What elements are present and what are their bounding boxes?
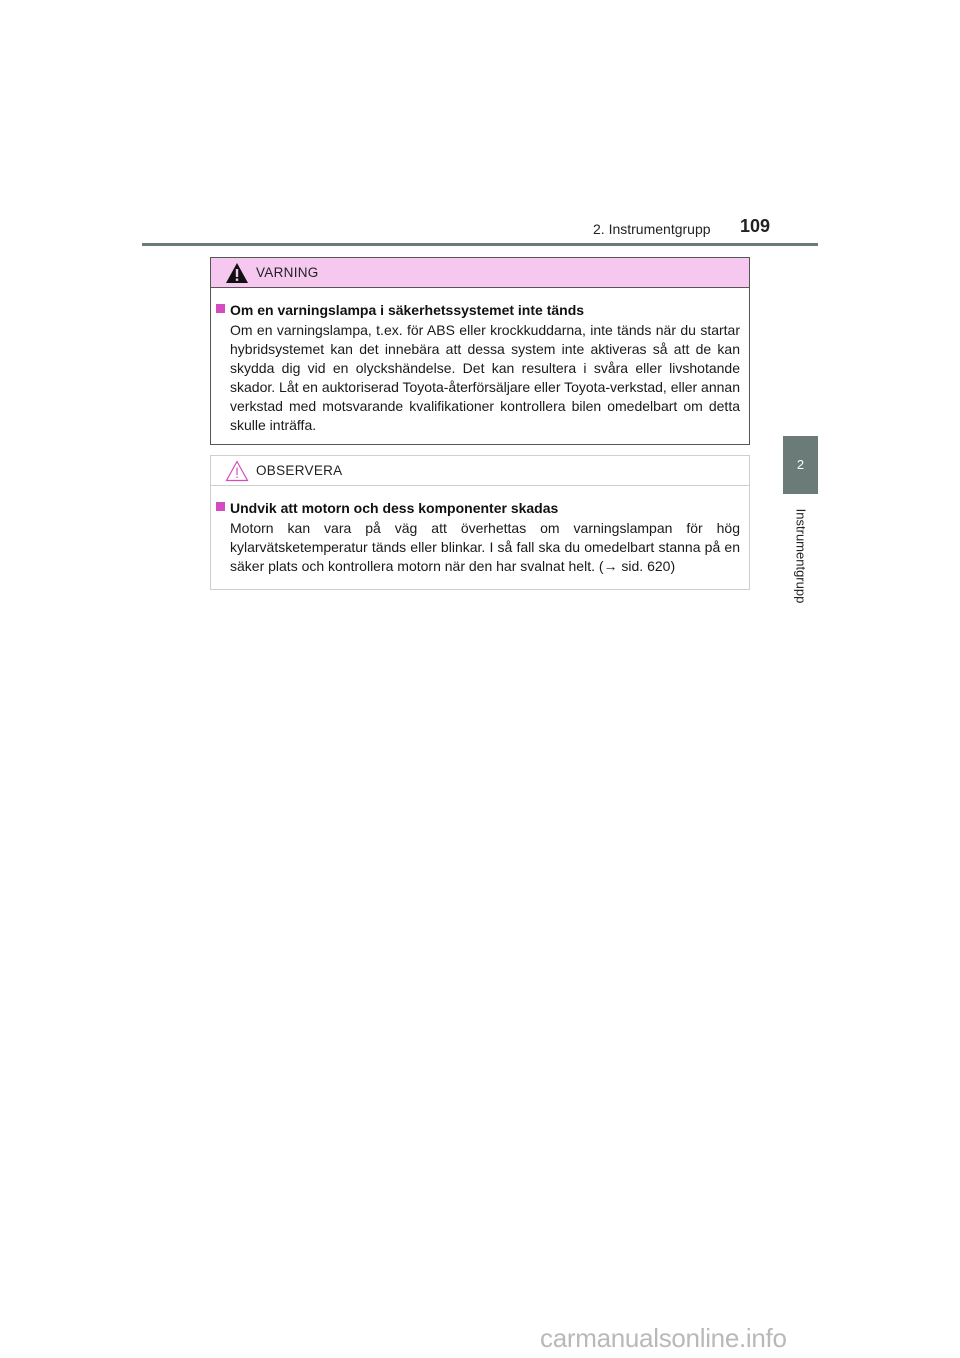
warning-item-body: Om en varningslampa, t.ex. för ABS eller krockkuddarna, inte tänds när du startar hybridsystemet kan det innebära att dessa system inte aktiveras så att de kan skydda dig vid en olyckshändelse. Det kan resultera i svåra eller livshotande skador. Låt en auktoriserad Toyota-återförsäljare eller Toyota-verkstad, eller annan verkstad med motsvarande kvalifikationer kontrollera bilen omedelbart om detta skulle inträffa. bbox=[230, 322, 740, 433]
chapter-tab: 2 bbox=[783, 436, 818, 494]
section-title: 2. Instrumentgrupp bbox=[593, 221, 711, 237]
notice-item-title: Undvik att motorn och dess komponenter skadas bbox=[230, 500, 559, 516]
warning-box bbox=[210, 257, 750, 445]
warning-item bbox=[211, 288, 749, 435]
warning-label: VARNING bbox=[256, 265, 319, 280]
notice-item-body: Motorn kan vara på väg att överhettas om varningslampan för hög kylarvätsketemperatur tänds eller blinkar. I så fall ska du omedelbart stanna på en säker plats och kontrollera motorn när den har svalnat helt. (→ sid. 620) bbox=[230, 520, 740, 574]
caution-triangle-icon bbox=[225, 460, 249, 482]
warning-item-title: Om en varningslampa i säkerhetssystemet inte tänds bbox=[230, 302, 585, 318]
warning-header bbox=[211, 258, 749, 288]
notice-item bbox=[211, 486, 749, 576]
notice-label: OBSERVERA bbox=[256, 463, 343, 478]
chapter-tab-label: Instrumentgrupp bbox=[793, 508, 809, 604]
watermark: carmanualsonline.info bbox=[540, 1323, 787, 1353]
warning-triangle-icon bbox=[225, 262, 249, 284]
square-bullet-icon bbox=[216, 502, 225, 511]
notice-header bbox=[211, 456, 749, 486]
page-number: 109 bbox=[740, 216, 771, 236]
notice-box bbox=[210, 455, 750, 590]
header-divider bbox=[142, 243, 818, 246]
square-bullet-icon bbox=[216, 304, 225, 313]
